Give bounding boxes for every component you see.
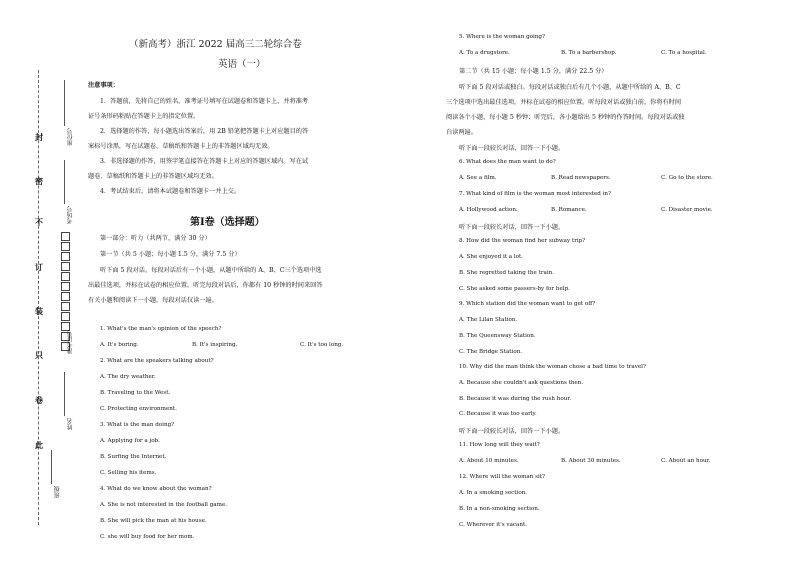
question-text: 3. What is the man doing? bbox=[100, 422, 175, 428]
option-text: A. Because she couldn't ask questions then. bbox=[459, 380, 584, 386]
question-7: 7. What kind of film is the woman most interested in? bbox=[459, 191, 612, 197]
room-label: 考场号 bbox=[67, 206, 74, 224]
option-c: C. Go to the store. bbox=[661, 175, 713, 181]
option-text: A. The dry weather. bbox=[100, 374, 156, 380]
option-a: A. To a drugstore. bbox=[459, 50, 510, 56]
part-heading: 第一部分：听力（共两节，满分 30 分） bbox=[100, 235, 211, 242]
instruction-line: 听下面 5 段对话。每段对话后有一个小题，从题中所给的 A、B、C三个选项中选 bbox=[100, 267, 322, 274]
option-text: A. Applying for a job. bbox=[100, 438, 160, 444]
option-b: B. Romance. bbox=[551, 207, 587, 213]
option-text: C. She asked some passers-by for help. bbox=[459, 286, 570, 292]
option-a: A. It's boring. bbox=[100, 342, 139, 348]
option-text: C. Protecting environment. bbox=[100, 406, 177, 412]
question-text: 8. How did the woman find her subway trip? bbox=[459, 238, 586, 244]
question-text: 10. Why did the man think the woman chose a bad time to travel? bbox=[459, 364, 646, 370]
volume-title: 第Ⅰ卷（选择题） bbox=[190, 217, 265, 228]
question-6: 6. What does the man want to do? bbox=[459, 159, 556, 165]
room-fill-line bbox=[64, 160, 65, 204]
notice-line: 2．选择题的作答，每小题选出答案后，用 2B 铅笔把答题卡上对应题目的答 bbox=[100, 128, 309, 135]
notice-line: 案标号涂黑，写在试题卷、草稿纸和答题卡上的非答题区域均无效。 bbox=[88, 143, 274, 150]
notice-line: 3．非选择题的作答，用签字笔直接答在答题卡上对应的答题区域内。写在试 bbox=[100, 158, 309, 165]
option-c: C. It's too long. bbox=[300, 342, 344, 348]
option-b: B. To a barbershop. bbox=[561, 50, 617, 56]
listen-prompt: 听下面一段较长对话，回答一下小题。 bbox=[459, 224, 565, 231]
instruction-line: 出最佳选项，并标在试卷的相应位置。听完每段对话后，你都有 10 秒钟的时间来回答 bbox=[88, 282, 323, 289]
option-text: A. The Lilan Station. bbox=[459, 317, 518, 323]
seal-char: 装 bbox=[35, 306, 43, 316]
class-label: 班级 bbox=[54, 486, 61, 498]
seal-char: 订 bbox=[35, 262, 43, 272]
option-text: B. The Queensway Station. bbox=[459, 333, 536, 339]
seat-label: 座位号 bbox=[67, 128, 74, 146]
section-heading: 第一节（共 5 小题；每小题 1.5 分，满分 7.5 分） bbox=[100, 251, 241, 258]
option-text: A. In a smoking section. bbox=[459, 490, 528, 496]
option-text: C. Selling his items. bbox=[100, 470, 157, 476]
section-heading: 第二节（共 15 小题；每小题 1.5 分，满分 22.5 分） bbox=[459, 68, 608, 75]
option-text: C. she will buy food for her mom. bbox=[100, 534, 195, 540]
question-1: 1. What's the man's opinion of the speech? bbox=[100, 326, 222, 332]
seat-fill-line bbox=[64, 80, 65, 126]
option-c: C. To a hospital. bbox=[661, 50, 707, 56]
option-text: B. In a non-smoking section. bbox=[459, 506, 540, 512]
option-text: B. Surfing the Internet. bbox=[100, 454, 167, 460]
seal-char: 不 bbox=[35, 217, 43, 227]
exam-title: （新高考）浙江 2022 届高三二轮综合卷 bbox=[129, 39, 302, 50]
instruction-line: 白读两遍。 bbox=[446, 129, 477, 136]
subject-title: 英语（一） bbox=[218, 59, 266, 70]
option-text: B. She regretted taking the train. bbox=[459, 270, 554, 276]
instruction-line: 听下面 5 段对话或独白。每段对话或独白后有几个小题，从题中所给的 A、B、C bbox=[459, 84, 681, 91]
class-fill-line bbox=[51, 450, 52, 484]
option-text: B. Because it was during the rush hour. bbox=[459, 396, 572, 402]
option-text: C. The Bridge Station. bbox=[459, 349, 523, 355]
option-text: C. Wherever it's vacant. bbox=[459, 522, 528, 528]
option-text: A. She enjoyed it a lot. bbox=[459, 254, 524, 260]
seal-char: 封 bbox=[35, 132, 43, 142]
option-text: C. Because it was too early. bbox=[459, 411, 537, 417]
notice-line: 4．考试结束后，请将本试题卷和答题卡一并上交。 bbox=[100, 188, 241, 195]
instruction-line: 阅读各个小题，每小题 5 秒钟；听完后，各小题给出 5 秒钟的作答时间。每段对话或独 bbox=[446, 114, 685, 121]
notice-line: 题卷、草稿纸和答题卡上的非答题区域均无效。 bbox=[88, 173, 218, 180]
instruction-line: 三个选项中选出最佳选项，并标在试卷的相应位置。听每段对话或独白前，你将有时间 bbox=[446, 99, 682, 106]
name-label: 姓名 bbox=[67, 418, 74, 430]
notice-line: 证号条形码粘贴在答题卡上的指定位置。 bbox=[88, 113, 200, 120]
question-5: 5. Where is the woman going? bbox=[459, 34, 546, 40]
option-a: A. See a film. bbox=[459, 175, 497, 181]
seal-char: 密 bbox=[35, 176, 43, 186]
option-a: A. About 10 minutes. bbox=[459, 458, 519, 464]
instruction-line: 有关小题和阅读下一小题。每段对话仅读一遍。 bbox=[88, 297, 218, 304]
exam-number-label: 准考证号 bbox=[67, 330, 74, 354]
option-a: A. Hollywood action. bbox=[459, 207, 518, 213]
seal-char: 卷 bbox=[35, 395, 43, 405]
notice-heading: 注意事项： bbox=[88, 82, 119, 89]
option-c: C. Disaster movie. bbox=[661, 207, 713, 213]
option-b: B. About 30 minutes. bbox=[561, 458, 621, 464]
listen-prompt: 听下面一段较长对话，回答一下小题。 bbox=[459, 145, 565, 152]
seal-char: 只 bbox=[35, 350, 43, 360]
option-text: B. Traveling to the West. bbox=[100, 390, 171, 396]
question-11: 11. How long will they wait? bbox=[459, 442, 540, 448]
seal-char: 此 bbox=[35, 440, 43, 450]
question-text: 2. What are the speakers talking about? bbox=[100, 358, 214, 364]
question-text: 4. What do we know about the woman? bbox=[100, 486, 212, 492]
option-b: B. It's inspiring. bbox=[192, 342, 238, 348]
listen-prompt: 听下面一段较长对话，回答一下小题。 bbox=[459, 428, 565, 435]
question-text: 12. Where will the woman sit? bbox=[459, 474, 546, 480]
question-text: 9. Which station did the woman want to get off? bbox=[459, 301, 596, 307]
name-fill-line bbox=[64, 372, 65, 416]
option-text: B. She will pick the man at his house. bbox=[100, 518, 207, 524]
option-c: C. About an hour. bbox=[661, 458, 711, 464]
notice-line: 1．答题前，先将自己的姓名、准考证号填写在试题卷和答题卡上，并将准考 bbox=[100, 98, 309, 105]
option-text: A. She is not interested in the football game. bbox=[100, 502, 228, 508]
option-b: B. Read newspapers. bbox=[551, 175, 611, 181]
